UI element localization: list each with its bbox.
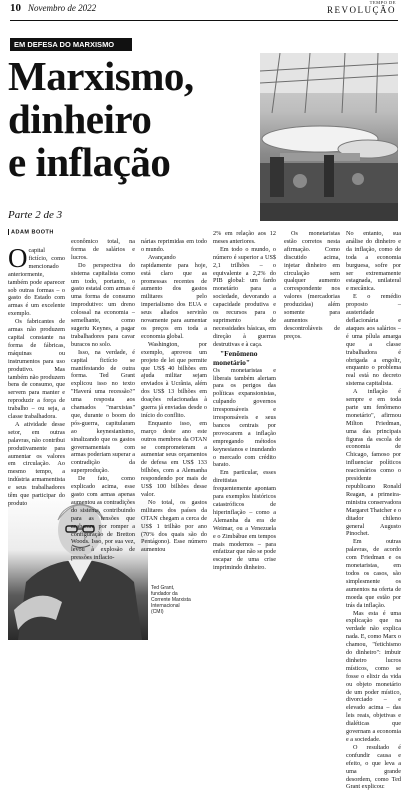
column-1-para-3: A atividade desse setor, em outras palavras, não contribui produtivamente para aumentar os valores em circulação. Ao mesmo tempo, a indústria armamentista e seus trabalhadores têm que participar do produto <box>8 420 65 507</box>
byline: ADAM BOOTH <box>8 229 54 235</box>
logo-top-text: TEMPO DE <box>369 0 396 5</box>
column-3-para-4: Enquanto isso, em março deste ano este outros membros da OTAN se comprometeram a aumentar seus orçamentos de defesa em US$ 133 bilhões, com a Alemanha respondendo por mais de US$ 100 bilhões desse valor. <box>141 419 207 498</box>
headline <box>8 55 254 184</box>
column-6-para-5: Mas esta é uma explicação que na verdade não explica nada. E, como Marx o chamou, "fetichismo do dinheiro": imbuir dinheiro lucros místicos, como se fosse o elixir da vida ou objeto monetário de um poder místico, divorciado – e elevado acima – das leis reais, objetivas e dialéticas que governam a economia e a sociedade. <box>346 609 401 743</box>
publication-logo <box>327 1 396 15</box>
drop-cap: O <box>8 243 28 273</box>
headline-line-2: dinheiro <box>8 96 152 142</box>
section-label: EM DEFESA DO MARXISMO <box>10 38 132 51</box>
factory-photo-drawing <box>260 53 398 221</box>
column-2-para-4: De fato, como explicado acima, esse gasto com armas apenas aumentou as contradições do sistema, contribuindo para as tensões que acabaram por romper a configuração de Bretton Woods. Isso, por sua vez, levou à explosão de pressões inflacio- <box>71 475 135 562</box>
column-1 <box>8 243 65 508</box>
header-rule <box>10 20 398 21</box>
column-4-subhead: "Fenômeno monetário" <box>213 348 258 367</box>
column-6-para-1: No entanto, sua análise do dinheiro e da inflação, como de toda a economia burguesa, sofre por ser extremamente estagnada, unilateral e mecânica. <box>346 230 401 293</box>
column-2-para-1: econômico total, na forma de salários e lucros. <box>71 238 135 261</box>
column-2 <box>71 238 135 562</box>
column-3-para-2: Avançando rapidamente para hoje, está claro que as promessas recentes de aumento dos gastos militares pelo imperialismo dos EUA e seus aliados servirão novamente para aumentar os preços em toda a economia global. <box>141 253 207 340</box>
column-6-para-4: Em outras palavras, de acordo com Friedman e os monetaristas, em todos os casos, são simplesmente os aumentos na oferta de moeda que estão por trás da inflação. <box>346 538 401 609</box>
headline-line-1: Marxismo, <box>8 53 194 99</box>
page-header <box>0 0 408 22</box>
column-3-para-1: nárias reprimidas em todo o mundo. <box>141 238 207 253</box>
column-2-para-3: Isso, na verdade, é capital fictício se manifestando de outra forma. Ted Grant explicou isso no texto "Haverá uma recessão?" uma resposta aos chamados "marxistas" que, durante o boom do pós-guerra, capitularam ao keynesianismo, sinalizando que os gastos governamentais com armas poderiam superar a contradição da superprodução. <box>71 348 135 475</box>
column-6 <box>346 230 401 791</box>
issue-date: Novembro de 2022 <box>28 3 97 13</box>
column-6-para-6: O resultado é confundir causa e efeito, o que leva a uma grande desordem, como Ted Grant explicou: <box>346 743 401 791</box>
column-4-para-4: Em particular, esses direitistas frequentemente apontam para exemplos históricos catastróficos de hiperinflação – como a Alemanha da era de Weimar, ou a Venezuela e o Zimbábue em tempos mais modernos – para enfatizar que não se pode escapar de uma crise imprimindo dinheiro. <box>213 469 276 572</box>
column-5-para-1: Os monetaristas estão corretos nesta afirmação. Como discutido acima, injetar dinheiro em circulação sem qualquer aumento correspondente nos valores (mercadorias produzidas) além somente para aumentos descontroláveis de preços. <box>284 230 340 340</box>
column-4-para-3: Os monetaristas e liberais também alertam para os perigos das políticas expansionistas, culpando governos irresponsáveis e irresponsáveis e seus bancos centrais por provocarem a inflação empregando métodos keynesianos e inundando o mercado com crédito barato. <box>213 366 276 469</box>
logo-bottom-text: REVOLUÇÃO <box>327 4 396 15</box>
page-number: 10 <box>10 2 21 14</box>
column-3 <box>141 238 207 554</box>
photo-caption: Ted Grant, fundador da Corrente Marxista Internacional (CMI) <box>151 585 191 615</box>
column-2-para-2: Do perspectiva do sistema capitalista como um todo, portanto, o gasto estatal com armas é uma forma de consumo improdutivo: um dreno colossal na economia – semelhante, como sugeriu Keynes, a pagar trabalhadores para cavar buracos no solo. <box>71 261 135 348</box>
part-indicator: Parte 2 de 3 <box>8 209 63 221</box>
column-3-para-3: Washington, por exemplo, aprovou um projeto de lei que permite que US$ 40 bilhões em ajuda militar sejam enviados à Ucrânia, além dos US$ 13 bilhões em doações relacionadas à guerra já enviadas desde o início do conflito. <box>141 340 207 419</box>
column-5 <box>284 230 340 341</box>
column-4 <box>213 230 276 572</box>
column-1-para-2: Os fabricantes de armas não produzem capital constante na forma de fábricas, máquinas ou instrumentos para uso produtivo. Mas também não produzem bens de consumo, que servem para manter e reproduzir a força de trabalho – ou seja, a classe trabalhadora. <box>8 318 65 421</box>
column-4-para-1: 2% em relação aos 12 meses anteriores. <box>213 230 276 245</box>
column-4-para-2: Em todo o mundo, o número é superior a US$ 2,1 trilhões – o equivalente a 2,2% do PIB global: um fardo monetário para a sociedade, devorando a capacidade produtiva e os recursos para o suprimento de necessidades básicas, em direção à guerras destrutivas e à caça. <box>213 245 276 348</box>
factory-photo <box>260 53 398 221</box>
column-6-para-3: A inflação é sempre e em toda parte um fenômeno monetário", afirmou Milton Friedman, uma das principais figuras da escola de economia de Chicago, famoso por influenciar políticos reacionários como o presidente republicano Ronald Reagan, a primeira-ministra conservadora Margaret Thatcher e o ditador chileno general Augusto Pinochet. <box>346 388 401 538</box>
column-1-para-1 <box>8 243 65 318</box>
headline-line-3: e inflação <box>8 139 171 185</box>
column-3-para-5: No total, os gastos militares dos países da OTAN chegam a cerca de US$ 1 trilhão por ano (70% dos quais são do Pentágono). Esse número aumentou <box>141 498 207 554</box>
column-6-para-2: E o remédio proposto – austeridade deflacionária e ataques aos salários – é uma pílula amarga que a classe trabalhadora é obrigada a engolir, enquanto o problema real está no decreto sistema capitalista. <box>346 293 401 388</box>
column-1-text-1: capital fictício, como mencionado anteriormente, também pode aparecer sob outras formas – o gasto do Estado com armas é um excelente exemplo. <box>8 247 65 318</box>
